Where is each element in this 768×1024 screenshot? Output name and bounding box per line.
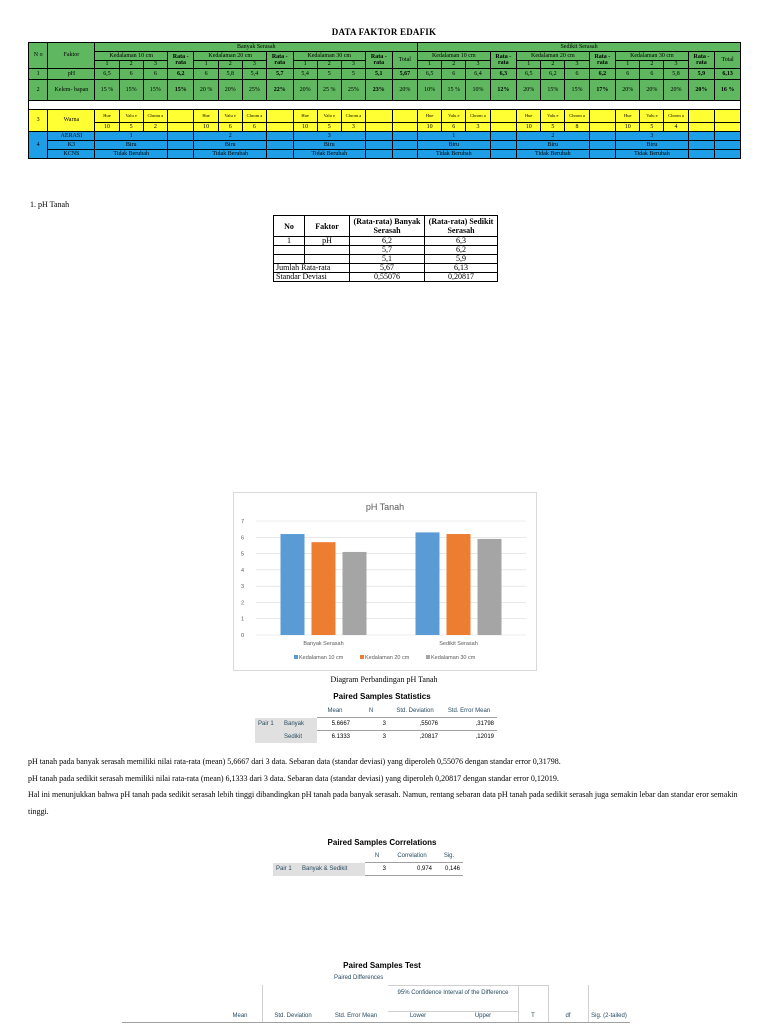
chart-svg [234, 493, 536, 670]
cell: 6,3 [425, 237, 498, 246]
paired-stats-table [255, 705, 497, 743]
cell: 6 [442, 69, 466, 80]
cell: Valu e [541, 110, 565, 123]
cell: 6,2 [425, 246, 498, 255]
table-row [273, 863, 463, 876]
row-label: Kelem- bapan [48, 80, 95, 101]
cell: 0,146 [435, 863, 463, 876]
sub-header: 2 [317, 61, 341, 69]
table-row-warna-values [29, 123, 741, 132]
y-tick-label: 0 [241, 633, 245, 639]
header-rata: Rata -rata [167, 52, 194, 69]
column-header: Faktor [305, 216, 350, 237]
cell: 8 [565, 123, 589, 132]
cell: 5,9 [425, 255, 498, 264]
header-kedalaman: Kedalaman 30 cm [616, 52, 688, 61]
paragraph: pH tanah pada sedikit serasah memiliki nilai rata-rata (mean) 6,1333 dari 3 data. Sebaran data (standar deviasi) yang diperoleh 0,20817 dengan standar error 0,12019. [28, 774, 559, 783]
cell: Tidak Berubah [418, 150, 490, 159]
cell: 2 [194, 132, 266, 141]
cell: Chrom a [143, 110, 167, 123]
cell: 5 [119, 123, 143, 132]
cell: Valu e [218, 110, 242, 123]
cell: 6 [143, 69, 167, 80]
cell: 5,8 [218, 69, 242, 80]
cell: 5,67 [350, 264, 425, 273]
column-header: N [353, 705, 389, 718]
cell: 6,5 [517, 69, 541, 80]
cell: Biru [517, 141, 589, 150]
cell: 12% [490, 80, 517, 101]
cell: Chrom a [242, 110, 266, 123]
cell: Biru [293, 141, 365, 150]
header-faktor: Faktor [48, 43, 95, 69]
sub-header: 2 [541, 61, 565, 69]
cell: 25 % [317, 80, 341, 101]
pair-label: Pair 1 [273, 863, 299, 876]
cell: 5,9 [688, 69, 715, 80]
sub-header: 3 [242, 61, 266, 69]
page-title: DATA FAKTOR EDAFIK [331, 27, 437, 37]
cell: 10% [418, 80, 442, 101]
cell: 6 [218, 123, 242, 132]
column-header: Lower [409, 1013, 427, 1019]
header-kedalaman: Kedalaman 10 cm [95, 52, 167, 61]
cell: 2 [517, 132, 589, 141]
sub-header: 3 [664, 61, 688, 69]
sub-header: 3 [143, 61, 167, 69]
cell: 10 [616, 123, 640, 132]
y-tick-label: 5 [241, 551, 245, 558]
paired-test-table [122, 975, 630, 1024]
cell: Hue [517, 110, 541, 123]
cell: Jumlah Rata-rata [274, 264, 350, 273]
cell: 6.1333 [317, 731, 353, 744]
cell: Chrom a [466, 110, 490, 123]
header-kedalaman: Kedalaman 10 cm [418, 52, 490, 61]
ph-bar-chart [233, 492, 537, 671]
header-rata: Rata -rata [688, 52, 715, 69]
cell [274, 246, 305, 255]
cell: 3 [353, 731, 389, 744]
column-header: (Rata-rata) Sedikit Serasah [425, 216, 498, 237]
cell: 0,20817 [425, 273, 498, 282]
cell: 10 [517, 123, 541, 132]
cell: 6 [119, 69, 143, 80]
cell: 0,974 [389, 863, 435, 876]
table-row [255, 731, 497, 744]
x-tick-label: Sedikit Serasah [439, 641, 478, 647]
cell: 6,5 [418, 69, 442, 80]
cell: ,31798 [475, 721, 494, 727]
cell: 4 [664, 123, 688, 132]
cell: Hue [616, 110, 640, 123]
cell: 6,4 [466, 69, 490, 80]
sub-header: 1 [517, 61, 541, 69]
cell: 3 [616, 132, 688, 141]
cell: 5,1 [366, 69, 393, 80]
sub-header: 1 [95, 61, 119, 69]
chart-caption: Diagram Perbandingan pH Tanah [330, 675, 438, 684]
cell: Biru [95, 141, 167, 150]
header-kedalaman: Kedalaman 30 cm [293, 52, 365, 61]
edaphic-data-table [28, 42, 741, 159]
legend-swatch [294, 655, 298, 659]
table-row-stdev [274, 273, 498, 282]
row-no: 3 [29, 110, 48, 132]
cell: pH [305, 237, 350, 246]
cell: 5 [541, 123, 565, 132]
row-no: 2 [29, 80, 48, 101]
column-header: Sig. (2-tailed) [591, 1013, 627, 1019]
cell: 6 [442, 123, 466, 132]
cell: 10% [466, 80, 490, 101]
cell: ,55076 [419, 721, 438, 727]
bar [478, 539, 502, 635]
paragraph: pH tanah pada banyak serasah memiliki nilai rata-rata (mean) 5,6667 dari 3 data. Sebaran data (standar deviasi) yang diperoleh 0,55076 dengan standar error 0,31798. [28, 757, 561, 766]
y-tick-label: 6 [241, 535, 245, 542]
sub-header: 1 [616, 61, 640, 69]
cell: 1 [95, 132, 167, 141]
sub-header: 2 [218, 61, 242, 69]
column-header: No [274, 216, 305, 237]
cell: Tidak Berubah [517, 150, 589, 159]
bar [343, 552, 367, 635]
sub-header: 2 [442, 61, 466, 69]
sub-header: 3 [466, 61, 490, 69]
ci-header: 95% Confidence Interval of the Difference [397, 990, 509, 996]
sub-header: 3 [341, 61, 365, 69]
column-header: Std. Deviation [389, 705, 441, 718]
table-row-warna [29, 110, 741, 123]
cell: Valu e [640, 110, 664, 123]
legend-label: Kedalaman 20 cm [365, 655, 410, 661]
legend-label: Kedalaman 10 cm [299, 655, 344, 661]
sub-header: 1 [293, 61, 317, 69]
cell: 15% [565, 80, 589, 101]
cell-total: 5,67 [392, 69, 417, 80]
test-title: Paired Samples Test [343, 961, 421, 970]
cell: 20% [616, 80, 640, 101]
cell: 5 [640, 123, 664, 132]
column-header: (Rata-rata) Banyak Serasah [350, 216, 425, 237]
column-header: df [565, 1013, 571, 1019]
sub-header: 3 [565, 61, 589, 69]
paragraph: Hal ini menunjukkan bahwa pH tanah pada sedikit serasah lebih tinggi dibandingkan pH tanah pada banyak serasah. Namun, rentang sebaran data pH tanah pada sedikit serasah juga semakin lebar dan standar eror semakin tinggi. [28, 790, 738, 816]
header-rata: Rata -rata [589, 52, 616, 69]
y-tick-label: 1 [241, 616, 245, 623]
header-rata: Rata -rata [366, 52, 393, 69]
header-total: Total [392, 52, 417, 69]
cell: 6,13 [425, 264, 498, 273]
cell: 10 [418, 123, 442, 132]
cell: 20% [640, 80, 664, 101]
cell: 6,2 [167, 69, 194, 80]
cell: 5 [341, 69, 365, 80]
cell: 20% [218, 80, 242, 101]
sub-header: 2 [640, 61, 664, 69]
row-label: Banyak [281, 718, 317, 731]
table-row-kcns [29, 150, 741, 159]
row-label: K3 [48, 141, 95, 150]
cell: Biru [418, 141, 490, 150]
cell: Valu e [119, 110, 143, 123]
row-no: 4 [29, 132, 48, 159]
header-sedikit-serasah: Sedikit Serasah [418, 43, 741, 52]
cell: 23% [366, 80, 393, 101]
cell: Chrom a [565, 110, 589, 123]
pair-label: Pair 1 [255, 718, 281, 731]
header-kedalaman: Kedalaman 20 cm [194, 52, 266, 61]
cell: 6 [242, 123, 266, 132]
row-label: KCNS [48, 150, 95, 159]
cell: 5,4 [293, 69, 317, 80]
cell: 25% [242, 80, 266, 101]
cell: 15 % [95, 80, 119, 101]
y-tick-label: 3 [241, 584, 245, 591]
cell: Chrom a [341, 110, 365, 123]
cell: Tidak Berubah [293, 150, 365, 159]
cell: 15% [167, 80, 194, 101]
legend-swatch [426, 655, 430, 659]
cell: 6,3 [490, 69, 517, 80]
cell: ,12019 [441, 731, 497, 744]
bar [416, 532, 440, 635]
header-total: Total [715, 52, 741, 69]
column-header: T [531, 1013, 535, 1019]
cell: 10 [95, 123, 119, 132]
cell: Hue [418, 110, 442, 123]
cell: Hue [194, 110, 218, 123]
stats-title: Paired Samples Statistics [333, 692, 431, 701]
ph-summary-table [273, 215, 498, 282]
cell: 15 % [442, 80, 466, 101]
column-header: Mean [317, 705, 353, 718]
column-header: Upper [474, 1013, 492, 1019]
cell: 1 [418, 132, 490, 141]
cell: Biru [194, 141, 266, 150]
bar [312, 542, 336, 635]
cell: 5,4 [242, 69, 266, 80]
cell: Biru [616, 141, 688, 150]
y-tick-label: 4 [241, 567, 245, 574]
section-heading: 1. pH Tanah [30, 200, 70, 209]
legend-label: Kedalaman 30 cm [431, 655, 476, 661]
cell: 6 [616, 69, 640, 80]
cell: 6 [565, 69, 589, 80]
cell: 20% [688, 80, 715, 101]
row-label: Warna [48, 110, 95, 132]
cell: 15% [119, 80, 143, 101]
cell: 6,2 [350, 237, 425, 246]
cell-total: 20% [392, 80, 417, 101]
cell: ,20817 [389, 731, 441, 744]
cell: 5,7 [266, 69, 293, 80]
column-header: N [365, 850, 389, 863]
cell: 6,2 [541, 69, 565, 80]
cell: 22% [266, 80, 293, 101]
legend-swatch [360, 655, 364, 659]
header-rata: Rata -rata [266, 52, 293, 69]
chart-title: pH Tanah [365, 502, 405, 512]
header-banyak-serasah: Banyak Serasah [95, 43, 418, 52]
row-label: AERASI [48, 132, 95, 141]
row-label: pH [48, 69, 95, 80]
cell: 6 [640, 69, 664, 80]
row-no: 1 [29, 69, 48, 80]
cell: Valu e [442, 110, 466, 123]
cell: Chrom a [664, 110, 688, 123]
column-header: Std. Error Mean [334, 1013, 378, 1019]
cell-total: 16 % [715, 80, 741, 101]
y-tick-label: 2 [241, 600, 245, 607]
cell: 5,1 [350, 255, 425, 264]
cell: 3 [341, 123, 365, 132]
cell: 3 [293, 132, 365, 141]
header-rata: Rata -rata [490, 52, 517, 69]
column-header: Std. Deviation [274, 1013, 312, 1019]
cell: 1 [274, 237, 305, 246]
cell: 3 [382, 721, 386, 727]
cell: 10 [293, 123, 317, 132]
cell: 2 [143, 123, 167, 132]
column-header: Std. Error Mean [441, 705, 497, 718]
cell: 15% [541, 80, 565, 101]
cell: 6,5 [95, 69, 119, 80]
header-no: N o [29, 43, 48, 69]
column-header: Sig. [435, 850, 463, 863]
paired-correlations-table [273, 850, 463, 876]
cell [305, 246, 350, 255]
cell: Valu e [317, 110, 341, 123]
correlations-title: Paired Samples Correlations [327, 838, 437, 847]
cell: 5 [317, 69, 341, 80]
cell: 17% [589, 80, 616, 101]
sub-header: 1 [194, 61, 218, 69]
table-row-kelembapan [29, 80, 741, 101]
paired-differences-header: Paired Differences [334, 975, 384, 981]
cell: 20% [517, 80, 541, 101]
cell: 10 [194, 123, 218, 132]
row-label: Sedikit [281, 731, 317, 744]
header-kedalaman: Kedalaman 20 cm [517, 52, 589, 61]
bar [281, 534, 305, 635]
cell: 5,7 [350, 246, 425, 255]
table-row-ph [29, 69, 741, 80]
cell: 5.6667 [331, 721, 350, 727]
column-header: Mean [232, 1013, 248, 1019]
y-tick-label: 7 [241, 519, 245, 525]
cell: 5 [317, 123, 341, 132]
table-row-k3 [29, 141, 741, 150]
cell: 5,8 [664, 69, 688, 80]
sub-header: 2 [119, 61, 143, 69]
cell: Tidak Berubah [95, 150, 167, 159]
row-label: Banyak & Sedikit [299, 863, 365, 876]
column-header: Correlation [389, 850, 435, 863]
cell: Tidak Berubah [194, 150, 266, 159]
cell: 20% [664, 80, 688, 101]
sub-header: 1 [418, 61, 442, 69]
cell: Tidak Berubah [616, 150, 688, 159]
x-tick-label: Banyak Serasah [303, 641, 344, 647]
cell: Standar Deviasi [274, 273, 350, 282]
cell: 25% [341, 80, 365, 101]
table-row-aerasi [29, 132, 741, 141]
cell: 15% [143, 80, 167, 101]
cell: 6,2 [589, 69, 616, 80]
bar [447, 534, 471, 635]
cell-total: 6,13 [715, 69, 741, 80]
cell: 20 % [194, 80, 218, 101]
table-row [255, 718, 497, 731]
cell: 6 [194, 69, 218, 80]
cell: Hue [293, 110, 317, 123]
cell: 3 [466, 123, 490, 132]
cell: 0,55076 [350, 273, 425, 282]
cell: Hue [95, 110, 119, 123]
cell: 3 [365, 863, 389, 876]
cell: 20% [293, 80, 317, 101]
